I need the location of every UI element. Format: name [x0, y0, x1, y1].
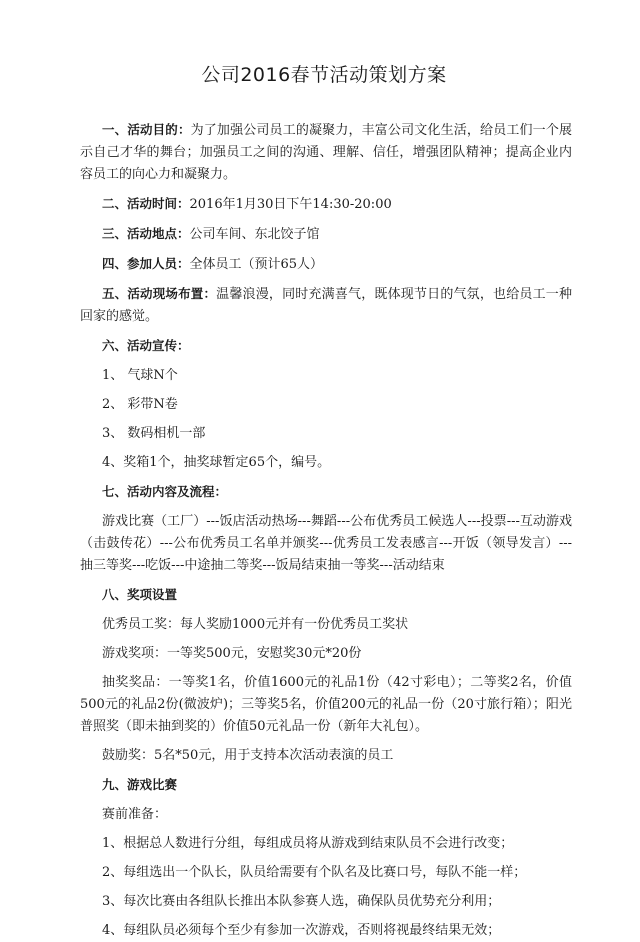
section-purpose — [80, 119, 572, 186]
section-awards-heading — [80, 584, 572, 607]
list-item: 4、奖箱1个，抽奖球暂定65个，编号。 — [102, 455, 331, 470]
section-heading: 二、活动时间： — [102, 196, 190, 211]
list-item: 4、每组队员必须每个至少有参加一次游戏，否则将视最终结果无效； — [102, 923, 501, 938]
section-games-heading — [80, 774, 572, 797]
section-text: 全体员工（预计65人） — [189, 257, 324, 272]
list-item: 2、 彩带N卷 — [102, 397, 178, 412]
section-text: 2016年1月30日下午14:30-20:00 — [189, 197, 392, 212]
section-heading: 三、活动地点： — [102, 226, 190, 241]
award-line: 游戏奖项：一等奖500元，安慰奖30元*20份 — [102, 646, 362, 661]
section-flow-heading — [80, 481, 572, 504]
section-text: 公司车间、东北饺子馆 — [189, 227, 320, 242]
list-item: 3、每次比赛由各组队长推出本队参赛人选，确保队员优势充分利用； — [102, 894, 501, 909]
section-flow-text: 游戏比赛（工厂）---饭店活动热场---舞蹈---公布优秀员工候选人---投票---互动游戏（击鼓传花）---公布优秀员工名单并颁奖---优秀员工发表感言---开饭（领导发言）---抽三等奖---吃饭---中途抽二等奖---饭局结束抽一等奖---活动结束 — [80, 514, 572, 573]
list-item: 2、每组选出一个队长，队员给需要有个队名及比赛口号，每队不能一样； — [102, 865, 527, 880]
section-heading: 九、游戏比赛 — [102, 777, 178, 792]
list-item: 3、 数码相机一部 — [102, 426, 206, 441]
section-heading: 八、奖项设置 — [102, 587, 178, 602]
section-text: 为了加强公司员工的凝聚力，丰富公司文化生活，给员工们一个展示自己才华的舞台；加强员工之间的沟通、理解、信任，增强团队精神；提高企业内容员工的向心力和凝聚力。 — [80, 123, 572, 182]
section-time — [80, 193, 572, 216]
award-line: 抽奖奖品：一等奖1名，价值1600元的礼品1份（42寸彩电）；二等奖2名，价值500元的礼品2份(微波炉)；三等奖5名，价值200元的礼品一份（20寸旅行箱）；阳光普照奖（即未抽到奖的）价值50元礼品一份（新年大礼包）。 — [80, 675, 572, 734]
section-heading: 五、活动现场布置： — [102, 286, 217, 301]
section-participants — [80, 253, 572, 276]
list-item: 1、根据总人数进行分组，每组成员将从游戏到结束队员不会进行改变； — [102, 836, 514, 851]
section-heading: 六、活动宣传： — [102, 338, 190, 353]
section-heading: 四、参加人员： — [102, 256, 190, 271]
games-subheading: 赛前准备： — [102, 807, 168, 822]
section-location — [80, 223, 572, 246]
award-line: 优秀员工奖：每人奖励1000元并有一份优秀员工奖状 — [102, 617, 409, 632]
section-heading: 七、活动内容及流程： — [102, 484, 228, 499]
list-item: 1、 气球N个 — [102, 368, 178, 383]
page-title: 公司2016春节活动策划方案 — [201, 64, 447, 86]
section-text: 温馨浪漫，同时充满喜气，既体现节日的气氛，也给员工一种回家的感觉。 — [80, 287, 572, 324]
section-heading: 一、活动目的： — [102, 122, 191, 137]
section-promotion-heading — [80, 335, 572, 358]
award-line: 鼓励奖：5名*50元，用于支持本次活动表演的员工 — [102, 748, 394, 763]
section-decoration — [80, 283, 572, 328]
